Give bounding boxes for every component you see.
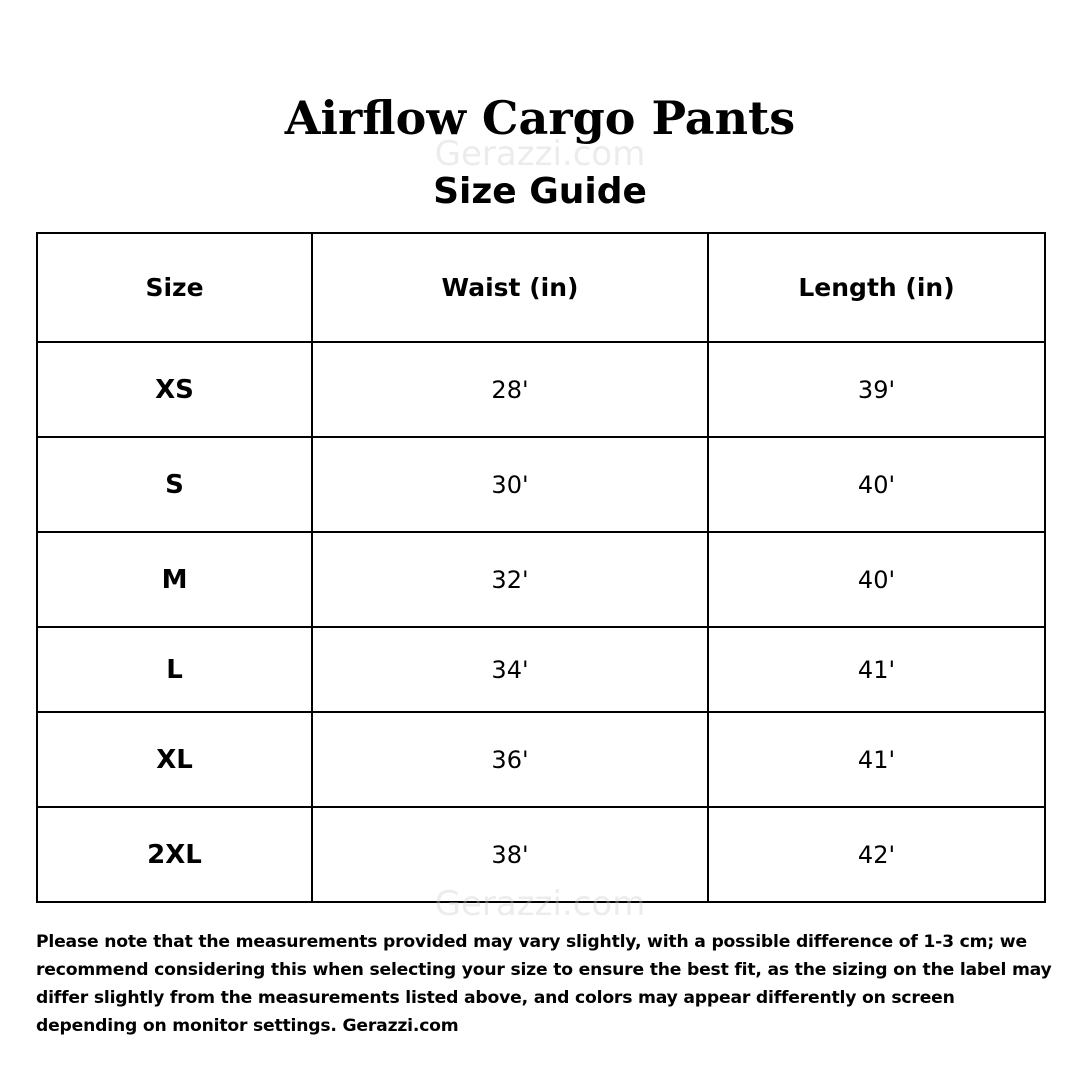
waist-cell: 32' [312,532,708,627]
waist-cell: 34' [312,627,708,712]
table-row [37,807,1045,902]
size-cell: XS [37,342,312,437]
page-title: Airflow Cargo Pants [284,91,796,145]
table-row [37,627,1045,712]
length-cell: 41' [708,627,1045,712]
size-cell: XL [37,712,312,807]
page-subtitle: Size Guide [433,171,647,212]
column-header-length: Length (in) [708,233,1045,342]
table-header-row [37,233,1045,342]
table-row [37,437,1045,532]
waist-cell: 28' [312,342,708,437]
length-cell: 40' [708,532,1045,627]
size-cell: 2XL [37,807,312,902]
size-cell: S [37,437,312,532]
table-row [37,532,1045,627]
watermark-bottom: Gerazzi.com [434,884,646,924]
disclaimer-note: Please note that the measurements provided may vary slightly, with a possible difference of 1-3 cm; we recommend considering this when selecting your size to ensure the best fit, as the sizing on the label may differ slightly from the measurements listed above, and colors may appear differently on screen depending on monitor settings. Gerazzi.com [36,932,1052,1036]
size-guide-table [36,232,1046,903]
size-cell: L [37,627,312,712]
waist-cell: 30' [312,437,708,532]
length-cell: 41' [708,712,1045,807]
length-cell: 39' [708,342,1045,437]
column-header-size: Size [37,233,312,342]
length-cell: 40' [708,437,1045,532]
column-header-waist: Waist (in) [312,233,708,342]
size-cell: M [37,532,312,627]
table-row [37,342,1045,437]
waist-cell: 36' [312,712,708,807]
length-cell: 42' [708,807,1045,902]
waist-cell: 38' [312,807,708,902]
table-row [37,712,1045,807]
watermark-top: Gerazzi.com [434,134,646,174]
